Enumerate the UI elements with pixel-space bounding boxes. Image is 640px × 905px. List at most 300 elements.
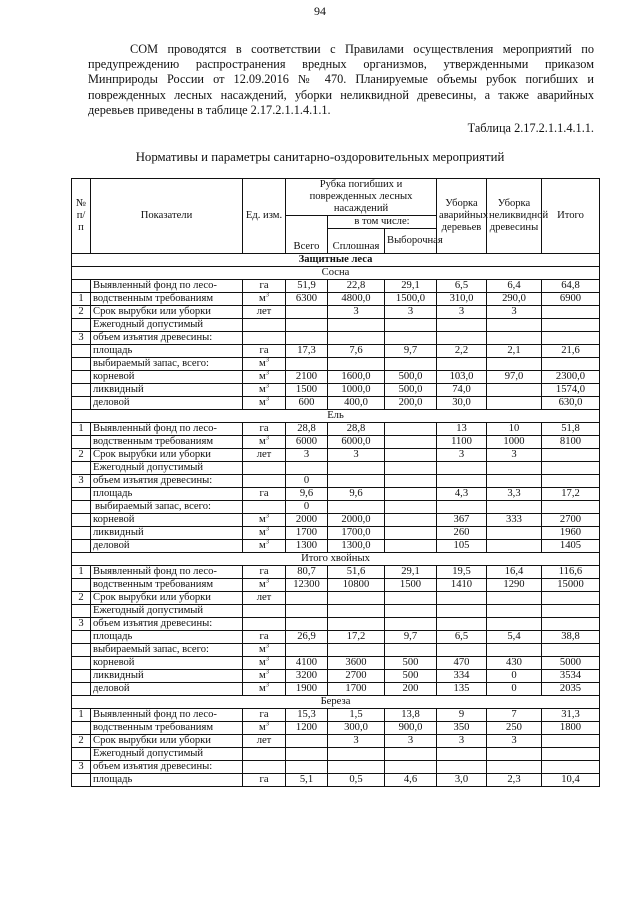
- cell-total: [286, 592, 328, 605]
- unit-text: га: [259, 709, 269, 720]
- unit-text: га: [259, 774, 269, 785]
- row-label: Срок вырубки или уборки: [91, 735, 243, 748]
- cell-grand: [542, 319, 600, 332]
- table-row: [72, 501, 600, 514]
- row-unit: [243, 475, 286, 488]
- cell-illiquid: 97,0: [487, 371, 542, 384]
- row-label: корневой: [91, 514, 243, 527]
- header-including: в том числе:: [328, 216, 437, 229]
- section-heading: Береза: [72, 696, 600, 709]
- row-label: Срок вырубки или уборки: [91, 592, 243, 605]
- row-unit: [243, 332, 286, 345]
- row-unit: [243, 618, 286, 631]
- table-row: [72, 722, 600, 735]
- cell-illiquid: 333: [487, 514, 542, 527]
- cell-selective: 3: [385, 306, 437, 319]
- row-number: 3: [72, 618, 91, 631]
- row-number: 2: [72, 592, 91, 605]
- cell-total: 3200: [286, 670, 328, 683]
- cell-total: [286, 462, 328, 475]
- row-label: водственным требованиям: [91, 436, 243, 449]
- cell-selective: 9,7: [385, 345, 437, 358]
- table-row: [72, 436, 600, 449]
- row-number: [72, 384, 91, 397]
- cell-selective: 200: [385, 683, 437, 696]
- table-row: [72, 683, 600, 696]
- row-unit: [243, 345, 286, 358]
- cell-grand: 6900: [542, 293, 600, 306]
- cell-emergency: 30,0: [437, 397, 487, 410]
- table-row: [72, 670, 600, 683]
- cell-total: [286, 605, 328, 618]
- row-number: [72, 683, 91, 696]
- cell-clear: [328, 319, 385, 332]
- cell-illiquid: 10: [487, 423, 542, 436]
- cell-grand: 2300,0: [542, 371, 600, 384]
- cell-clear: [328, 748, 385, 761]
- row-number: [72, 462, 91, 475]
- cell-clear: 2000,0: [328, 514, 385, 527]
- cell-selective: [385, 358, 437, 371]
- cell-emergency: [437, 501, 487, 514]
- header-unit: Ед. изм.: [243, 179, 286, 254]
- unit-superscript: 3: [265, 512, 269, 520]
- cell-clear: [328, 332, 385, 345]
- cell-emergency: 3: [437, 735, 487, 748]
- cell-emergency: 74,0: [437, 384, 487, 397]
- cell-clear: 4800,0: [328, 293, 385, 306]
- row-label: объем изъятия древесины:: [91, 618, 243, 631]
- cell-grand: 2035: [542, 683, 600, 696]
- cell-total: 1200: [286, 722, 328, 735]
- unit-superscript: 3: [265, 720, 269, 728]
- unit-superscript: 3: [265, 538, 269, 546]
- table-row: [72, 514, 600, 527]
- row-unit: [243, 761, 286, 774]
- unit-text: га: [259, 488, 269, 499]
- cell-clear: 0,5: [328, 774, 385, 787]
- cell-emergency: [437, 319, 487, 332]
- cell-total: 2100: [286, 371, 328, 384]
- cell-total: 15,3: [286, 709, 328, 722]
- cell-emergency: 105: [437, 540, 487, 553]
- row-unit: [243, 280, 286, 293]
- cell-selective: [385, 748, 437, 761]
- table-row: [72, 605, 600, 618]
- row-number: [72, 397, 91, 410]
- cell-grand: 15000: [542, 579, 600, 592]
- cell-clear: 3: [328, 449, 385, 462]
- row-number: [72, 605, 91, 618]
- cell-grand: [542, 462, 600, 475]
- row-label: деловой: [91, 683, 243, 696]
- unit-text: лет: [256, 449, 272, 460]
- cell-emergency: [437, 592, 487, 605]
- row-unit: [243, 774, 286, 787]
- cell-clear: 2700: [328, 670, 385, 683]
- unit-text: лет: [256, 306, 272, 317]
- unit-superscript: 3: [265, 642, 269, 650]
- row-label: объем изъятия древесины:: [91, 475, 243, 488]
- cell-clear: 9,6: [328, 488, 385, 501]
- cell-selective: [385, 761, 437, 774]
- cell-selective: [385, 449, 437, 462]
- cell-grand: 21,6: [542, 345, 600, 358]
- header-total: Всего: [286, 216, 328, 254]
- table-row: [72, 579, 600, 592]
- row-label: водственным требованиям: [91, 293, 243, 306]
- cell-clear: 6000,0: [328, 436, 385, 449]
- row-unit: [243, 592, 286, 605]
- cell-emergency: 2,2: [437, 345, 487, 358]
- cell-selective: [385, 332, 437, 345]
- cell-illiquid: [487, 644, 542, 657]
- cell-grand: 51,8: [542, 423, 600, 436]
- row-label: выбираемый запас, всего:: [91, 644, 243, 657]
- cell-grand: [542, 358, 600, 371]
- cell-total: 6300: [286, 293, 328, 306]
- unit-text: м: [259, 293, 266, 304]
- unit-text: га: [259, 631, 269, 642]
- section-heading: Итого хвойных: [72, 553, 600, 566]
- row-unit: [243, 371, 286, 384]
- row-number: [72, 501, 91, 514]
- row-unit: [243, 488, 286, 501]
- unit-text: м: [259, 540, 266, 551]
- row-label: водственным требованиям: [91, 722, 243, 735]
- cell-selective: [385, 644, 437, 657]
- unit-superscript: 3: [265, 369, 269, 377]
- cell-selective: 3: [385, 735, 437, 748]
- row-unit: [243, 397, 286, 410]
- table-row: [72, 774, 600, 787]
- cell-illiquid: 1290: [487, 579, 542, 592]
- cell-selective: [385, 462, 437, 475]
- cell-clear: 28,8: [328, 423, 385, 436]
- cell-illiquid: 0: [487, 670, 542, 683]
- cell-emergency: 310,0: [437, 293, 487, 306]
- cell-clear: 10800: [328, 579, 385, 592]
- row-unit: [243, 540, 286, 553]
- cell-grand: [542, 644, 600, 657]
- unit-text: м: [259, 579, 266, 590]
- cell-emergency: 334: [437, 670, 487, 683]
- cell-grand: [542, 748, 600, 761]
- table-reference: Таблица 2.17.2.1.1.4.1.1.: [467, 121, 594, 135]
- table-row: [72, 592, 600, 605]
- row-number: 3: [72, 761, 91, 774]
- cell-clear: 51,6: [328, 566, 385, 579]
- cell-total: 28,8: [286, 423, 328, 436]
- cell-total: 1500: [286, 384, 328, 397]
- table-row: [72, 644, 600, 657]
- cell-total: 6000: [286, 436, 328, 449]
- cell-grand: 17,2: [542, 488, 600, 501]
- cell-selective: [385, 501, 437, 514]
- cell-selective: 500: [385, 670, 437, 683]
- cell-grand: 5000: [542, 657, 600, 670]
- cell-illiquid: 250: [487, 722, 542, 735]
- row-label: объем изъятия древесины:: [91, 761, 243, 774]
- unit-superscript: 3: [265, 395, 269, 403]
- table-row: [72, 384, 600, 397]
- cell-total: 0: [286, 475, 328, 488]
- row-number: 2: [72, 449, 91, 462]
- row-number: [72, 540, 91, 553]
- cell-selective: [385, 592, 437, 605]
- table-row: [72, 527, 600, 540]
- table-row: [72, 709, 600, 722]
- cell-selective: 1500: [385, 579, 437, 592]
- cell-grand: 64,8: [542, 280, 600, 293]
- row-label: площадь: [91, 345, 243, 358]
- cell-illiquid: [487, 527, 542, 540]
- cell-selective: [385, 605, 437, 618]
- cell-clear: [328, 761, 385, 774]
- table-row: [72, 618, 600, 631]
- row-number: 1: [72, 423, 91, 436]
- cell-total: [286, 761, 328, 774]
- section-heading: Сосна: [72, 267, 600, 280]
- row-unit: [243, 566, 286, 579]
- table-row: [72, 371, 600, 384]
- row-number: 2: [72, 306, 91, 319]
- cell-total: 2000: [286, 514, 328, 527]
- cell-emergency: 4,3: [437, 488, 487, 501]
- cell-grand: 31,3: [542, 709, 600, 722]
- cell-emergency: [437, 462, 487, 475]
- unit-superscript: 3: [265, 434, 269, 442]
- unit-text: га: [259, 345, 269, 356]
- cell-emergency: 6,5: [437, 631, 487, 644]
- cell-total: [286, 618, 328, 631]
- header-emergency: Уборка аварийных деревьев: [437, 179, 487, 254]
- cell-selective: 900,0: [385, 722, 437, 735]
- row-label: Срок вырубки или уборки: [91, 449, 243, 462]
- header-indicators: Показатели: [91, 179, 243, 254]
- table-row: [72, 475, 600, 488]
- row-number: [72, 644, 91, 657]
- cell-total: 80,7: [286, 566, 328, 579]
- header-selective: Выборочная: [385, 229, 437, 254]
- cell-clear: 22,8: [328, 280, 385, 293]
- row-unit: [243, 527, 286, 540]
- cell-total: 0: [286, 501, 328, 514]
- unit-text: га: [259, 566, 269, 577]
- unit-text: м: [259, 371, 266, 382]
- cell-total: 9,6: [286, 488, 328, 501]
- row-unit: [243, 683, 286, 696]
- unit-superscript: 3: [265, 356, 269, 364]
- table-row: [72, 358, 600, 371]
- cell-clear: [328, 592, 385, 605]
- row-number: [72, 657, 91, 670]
- cell-clear: [328, 605, 385, 618]
- table-row: [72, 657, 600, 670]
- unit-text: лет: [256, 735, 272, 746]
- cell-clear: 400,0: [328, 397, 385, 410]
- row-label: Ежегодный допустимый: [91, 748, 243, 761]
- cell-selective: 500: [385, 657, 437, 670]
- row-number: 2: [72, 735, 91, 748]
- row-number: 1: [72, 566, 91, 579]
- cell-clear: 3: [328, 735, 385, 748]
- unit-superscript: 3: [265, 525, 269, 533]
- cell-selective: 500,0: [385, 384, 437, 397]
- cell-total: [286, 358, 328, 371]
- header-num: № п/п: [72, 179, 91, 254]
- cell-illiquid: [487, 475, 542, 488]
- cell-grand: 10,4: [542, 774, 600, 787]
- unit-text: м: [259, 644, 266, 655]
- cell-clear: [328, 644, 385, 657]
- cell-grand: 38,8: [542, 631, 600, 644]
- cell-selective: 9,7: [385, 631, 437, 644]
- cell-illiquid: [487, 540, 542, 553]
- cell-emergency: 9: [437, 709, 487, 722]
- row-label: выбираемый запас, всего:: [91, 358, 243, 371]
- row-label: Выявленный фонд по лесо-: [91, 566, 243, 579]
- cell-illiquid: [487, 332, 542, 345]
- row-unit: [243, 293, 286, 306]
- row-number: [72, 436, 91, 449]
- unit-text: лет: [256, 592, 272, 603]
- cell-grand: [542, 592, 600, 605]
- cell-illiquid: 2,3: [487, 774, 542, 787]
- table-row: [72, 761, 600, 774]
- cell-total: [286, 748, 328, 761]
- table-row: [72, 488, 600, 501]
- cell-grand: 116,6: [542, 566, 600, 579]
- cell-total: [286, 319, 328, 332]
- row-label: корневой: [91, 371, 243, 384]
- cell-grand: [542, 332, 600, 345]
- cell-emergency: 350: [437, 722, 487, 735]
- unit-text: м: [259, 683, 266, 694]
- cell-selective: [385, 423, 437, 436]
- cell-emergency: [437, 358, 487, 371]
- row-label: площадь: [91, 488, 243, 501]
- unit-text: м: [259, 670, 266, 681]
- row-number: [72, 527, 91, 540]
- cell-emergency: [437, 761, 487, 774]
- row-number: [72, 631, 91, 644]
- cell-total: [286, 644, 328, 657]
- cell-clear: 1,5: [328, 709, 385, 722]
- cell-grand: 8100: [542, 436, 600, 449]
- cell-emergency: 3: [437, 306, 487, 319]
- cell-clear: [328, 501, 385, 514]
- row-number: [72, 345, 91, 358]
- row-label: водственным требованиям: [91, 579, 243, 592]
- row-unit: [243, 722, 286, 735]
- sanitary-measures-table: [71, 178, 600, 787]
- row-label: Выявленный фонд по лесо-: [91, 709, 243, 722]
- table-row: [72, 423, 600, 436]
- cell-selective: 13,8: [385, 709, 437, 722]
- unit-text: м: [259, 436, 266, 447]
- row-number: [72, 358, 91, 371]
- unit-superscript: 3: [265, 681, 269, 689]
- row-number: [72, 280, 91, 293]
- cell-grand: [542, 475, 600, 488]
- row-label: деловой: [91, 397, 243, 410]
- row-unit: [243, 709, 286, 722]
- header-clear: Сплошная: [328, 229, 385, 254]
- cell-selective: 29,1: [385, 280, 437, 293]
- cell-grand: [542, 501, 600, 514]
- row-label: деловой: [91, 540, 243, 553]
- cell-illiquid: [487, 605, 542, 618]
- row-label: ликвидный: [91, 527, 243, 540]
- row-unit: [243, 501, 286, 514]
- cell-grand: [542, 449, 600, 462]
- row-number: [72, 774, 91, 787]
- cell-emergency: [437, 748, 487, 761]
- table-row: [72, 306, 600, 319]
- cell-grand: 630,0: [542, 397, 600, 410]
- row-label: площадь: [91, 631, 243, 644]
- row-number: [72, 748, 91, 761]
- cell-total: [286, 735, 328, 748]
- cell-grand: 2700: [542, 514, 600, 527]
- cell-total: 600: [286, 397, 328, 410]
- row-unit: [243, 423, 286, 436]
- cell-illiquid: 3: [487, 306, 542, 319]
- cell-grand: 1405: [542, 540, 600, 553]
- cell-total: 26,9: [286, 631, 328, 644]
- row-number: [72, 670, 91, 683]
- unit-text: м: [259, 722, 266, 733]
- table-row: [72, 748, 600, 761]
- row-number: [72, 514, 91, 527]
- unit-text: м: [259, 657, 266, 668]
- cell-illiquid: 2,1: [487, 345, 542, 358]
- row-label: Выявленный фонд по лесо-: [91, 423, 243, 436]
- cell-illiquid: 5,4: [487, 631, 542, 644]
- table-body: [72, 254, 600, 787]
- cell-illiquid: [487, 592, 542, 605]
- cell-selective: [385, 319, 437, 332]
- table-row: [72, 280, 600, 293]
- row-unit: [243, 384, 286, 397]
- row-number: 1: [72, 293, 91, 306]
- cell-total: [286, 332, 328, 345]
- row-unit: [243, 735, 286, 748]
- cell-illiquid: 1000: [487, 436, 542, 449]
- cell-illiquid: 290,0: [487, 293, 542, 306]
- cell-illiquid: 3: [487, 735, 542, 748]
- unit-text: м: [259, 527, 266, 538]
- row-number: [72, 371, 91, 384]
- cell-total: 5,1: [286, 774, 328, 787]
- row-number: 3: [72, 475, 91, 488]
- row-label: объем изъятия древесины:: [91, 332, 243, 345]
- unit-text: м: [259, 514, 266, 525]
- cell-clear: 1300,0: [328, 540, 385, 553]
- cell-grand: [542, 306, 600, 319]
- row-label: корневой: [91, 657, 243, 670]
- cell-emergency: [437, 475, 487, 488]
- cell-selective: [385, 618, 437, 631]
- row-label: Ежегодный допустимый: [91, 462, 243, 475]
- row-unit: [243, 462, 286, 475]
- row-number: [72, 579, 91, 592]
- cell-total: 12300: [286, 579, 328, 592]
- header-grand-total: Итого: [542, 179, 600, 254]
- cell-illiquid: 3: [487, 449, 542, 462]
- cell-total: 1300: [286, 540, 328, 553]
